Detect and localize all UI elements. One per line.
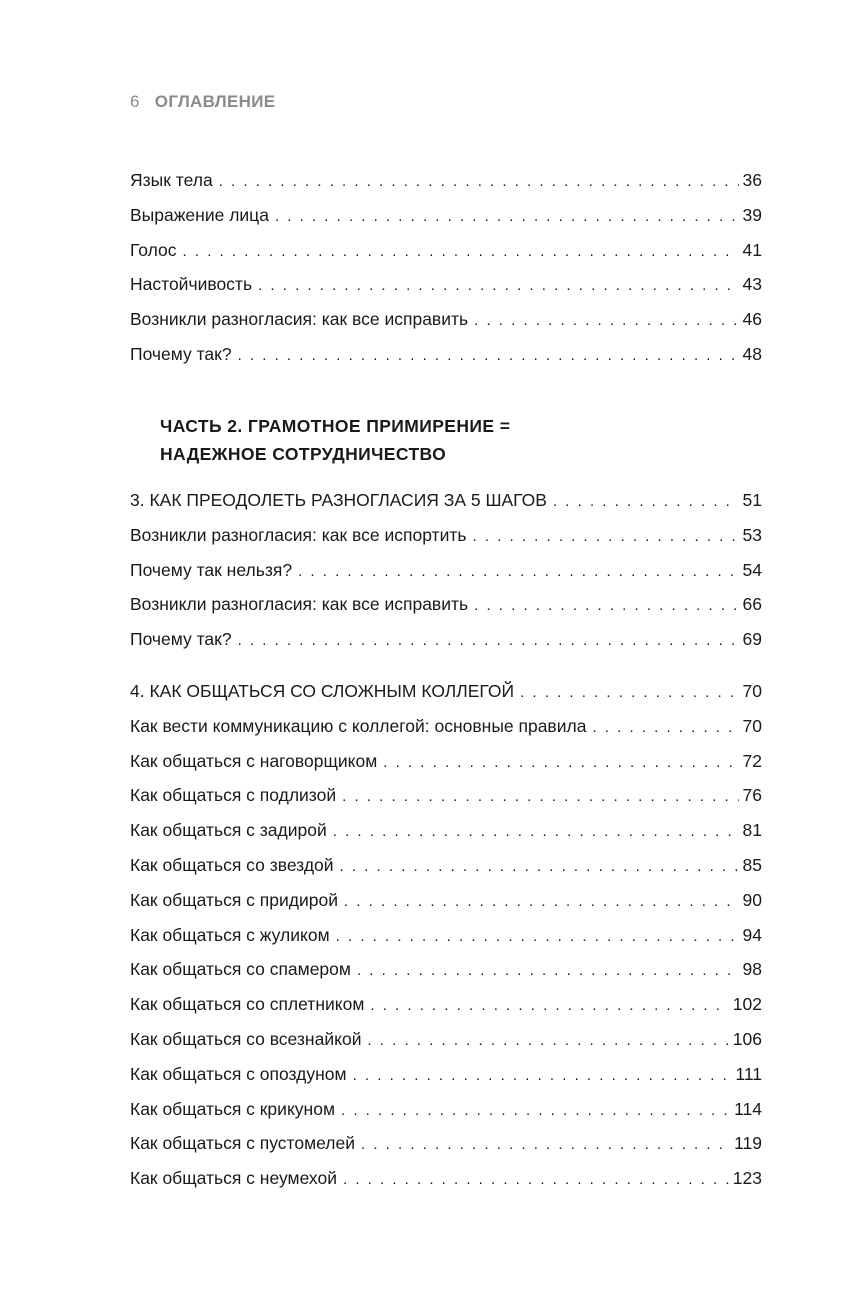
toc-entry[interactable] <box>130 855 762 890</box>
toc-entry-page: 72 <box>742 750 762 771</box>
toc-entry-label: Как общаться с крикуном <box>130 1098 335 1119</box>
dot-leader <box>344 893 739 910</box>
toc-entry-page: 69 <box>742 629 762 650</box>
dot-leader <box>474 597 738 614</box>
toc-entry-label: Как общаться с задирой <box>130 820 327 841</box>
toc-entry-label: Как общаться с подлизой <box>130 785 337 806</box>
dot-leader <box>361 1136 730 1153</box>
toc-entry[interactable] <box>130 344 762 379</box>
toc-entry-page: 51 <box>742 490 762 510</box>
dot-leader <box>238 632 739 649</box>
toc-entry-label: Почему так? <box>130 343 232 364</box>
toc-entry-label: Как общаться с придирой <box>130 889 338 910</box>
page-title: ОГЛАВЛЕНИЕ <box>154 92 276 111</box>
toc-entry-label: Как общаться со всезнайкой <box>130 1028 362 1049</box>
toc-entry[interactable] <box>130 1029 762 1064</box>
toc-entry-page: 111 <box>735 1063 762 1084</box>
toc-entry[interactable] <box>130 274 762 309</box>
toc-entry[interactable] <box>130 240 762 275</box>
toc-entry-page: 119 <box>734 1133 762 1154</box>
toc-entry-label: Настойчивость <box>130 274 253 295</box>
toc-entry-page: 85 <box>742 854 762 875</box>
toc-entry-label: Как общаться со сплетником <box>130 994 365 1015</box>
toc-entry-label: Как общаться с пустомелей <box>130 1133 356 1154</box>
toc-entry[interactable] <box>130 820 762 855</box>
dot-leader <box>472 528 738 545</box>
toc-chapter-entry[interactable] <box>130 490 762 525</box>
toc-entry-label: Язык тела <box>130 170 213 190</box>
dot-leader <box>275 208 739 225</box>
dot-leader <box>336 928 739 945</box>
toc-entry-page: 90 <box>742 889 762 910</box>
dot-leader <box>219 173 739 190</box>
toc-entry[interactable] <box>130 751 762 786</box>
toc-entry-label: Почему так? <box>130 629 232 650</box>
part-heading-line-1: ЧАСТЬ 2. ГРАМОТНОЕ ПРИМИРЕНИЕ = <box>160 416 511 436</box>
dot-leader <box>520 684 738 701</box>
running-head <box>130 92 275 112</box>
toc-entry-page: 43 <box>742 274 762 295</box>
toc-entry[interactable] <box>130 890 762 925</box>
toc-entry-label: Как общаться со звездой <box>130 854 334 875</box>
dot-leader <box>474 312 738 329</box>
dot-leader <box>341 1102 730 1119</box>
dot-leader <box>333 823 739 840</box>
toc-entry-page: 41 <box>742 239 762 260</box>
toc-entry-page: 106 <box>732 1028 762 1049</box>
dot-leader <box>238 347 739 364</box>
toc-entry[interactable] <box>130 1064 762 1099</box>
dot-leader <box>183 243 739 260</box>
toc-entry-label: Выражение лица <box>130 204 269 225</box>
toc-entry-label: Почему так нельзя? <box>130 559 293 580</box>
toc-entry-page: 70 <box>742 681 762 701</box>
toc-entry[interactable] <box>130 1099 762 1134</box>
toc-entry-page: 54 <box>742 559 762 580</box>
dot-leader <box>340 858 739 875</box>
toc-entry[interactable] <box>130 785 762 820</box>
toc-entry[interactable] <box>130 716 762 751</box>
toc-entry-page: 98 <box>742 959 762 980</box>
dot-leader <box>353 1067 732 1084</box>
dot-leader <box>357 962 739 979</box>
toc-entry-page: 114 <box>734 1098 762 1119</box>
toc-entry-label: Голос <box>130 239 177 260</box>
toc-entry[interactable] <box>130 309 762 344</box>
part-heading <box>160 412 510 468</box>
dot-leader <box>383 754 738 771</box>
toc-entry-label: 4. КАК ОБЩАТЬСЯ СО СЛОЖНЫМ КОЛЛЕГОЙ <box>130 681 515 701</box>
toc-entry-page: 81 <box>742 820 762 841</box>
toc-entry-page: 46 <box>742 309 762 330</box>
toc-entry[interactable] <box>130 205 762 240</box>
toc-entry-page: 36 <box>742 170 762 190</box>
toc-entry-page: 76 <box>742 785 762 806</box>
toc-entry-label: Возникли разногласия: как все испортить <box>130 524 467 545</box>
dot-leader <box>370 997 728 1014</box>
toc-entry-label: Как общаться со спамером <box>130 959 351 980</box>
dot-leader <box>342 788 738 805</box>
toc-entry-page: 94 <box>742 924 762 945</box>
toc-entry[interactable] <box>130 1168 762 1203</box>
toc-block-3 <box>130 681 762 1203</box>
toc-entry-page: 48 <box>742 343 762 364</box>
toc-entry-page: 39 <box>742 204 762 225</box>
toc-entry-page: 70 <box>742 715 762 736</box>
toc-entry[interactable] <box>130 925 762 960</box>
toc-chapter-entry[interactable] <box>130 681 762 716</box>
toc-entry-label: Как общаться с опоздуном <box>130 1063 347 1084</box>
part-heading-line-2: НАДЕЖНОЕ СОТРУДНИЧЕСТВО <box>160 444 447 464</box>
toc-entry-label: 3. КАК ПРЕОДОЛЕТЬ РАЗНОГЛАСИЯ ЗА 5 ШАГОВ <box>130 490 547 510</box>
toc-entry-page: 66 <box>742 594 762 615</box>
page-number: 6 <box>130 92 140 111</box>
toc-entry-label: Как вести коммуникацию с коллегой: основные правила <box>130 715 587 736</box>
toc-entry-page: 53 <box>742 524 762 545</box>
toc-entry[interactable] <box>130 170 762 205</box>
toc-entry[interactable] <box>130 594 762 629</box>
toc-entry-label: Возникли разногласия: как все исправить <box>130 309 469 330</box>
dot-leader <box>258 277 738 294</box>
toc-entry[interactable] <box>130 959 762 994</box>
toc-entry-label: Как общаться с жуликом <box>130 924 330 945</box>
dot-leader <box>367 1032 728 1049</box>
toc-entry-label: Возникли разногласия: как все исправить <box>130 594 469 615</box>
dot-leader <box>298 563 738 580</box>
dot-leader <box>553 493 739 510</box>
dot-leader <box>592 719 738 736</box>
toc-entry-page: 123 <box>732 1168 762 1189</box>
toc-entry[interactable] <box>130 629 762 664</box>
toc-entry-page: 102 <box>732 994 762 1015</box>
toc-block-1 <box>130 170 762 379</box>
toc-entry[interactable] <box>130 525 762 560</box>
toc-entry[interactable] <box>130 994 762 1029</box>
dot-leader <box>343 1171 729 1188</box>
toc-entry[interactable] <box>130 1133 762 1168</box>
toc-entry-label: Как общаться с неумехой <box>130 1168 337 1189</box>
toc-block-2 <box>130 490 762 664</box>
toc-entry[interactable] <box>130 560 762 595</box>
toc-entry-label: Как общаться с наговорщиком <box>130 750 378 771</box>
